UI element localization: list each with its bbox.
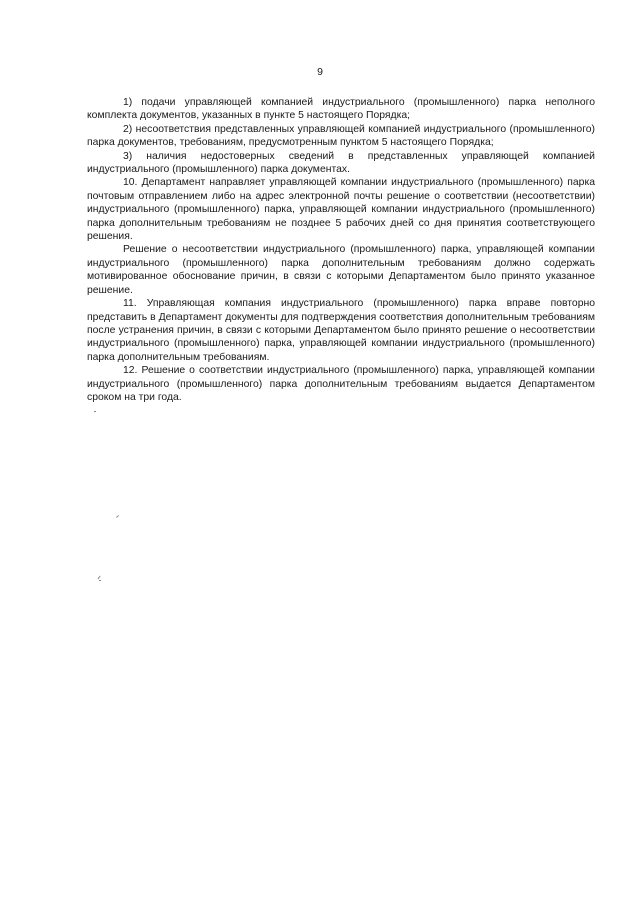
paragraph-refusal-reason-2: 2) несоответствия представленных управляющей компанией индустриального (промышленного) парка документов, требованиям, предусмотренным пунктом 5 настоящего Порядка;: [87, 123, 595, 149]
paragraph-clause-10: 10. Департамент направляет управляющей компании индустриального (промышленного) парка почтовым отправлением либо на адрес электронной почты решение о соответствии (несоответствии) индустриального (промышленного) парка, управляющей компании индустриального (промышленного) парка дополнительным требованиям не позднее 5 рабочих дней со дня принятия соответствующего решения.: [87, 177, 595, 243]
paragraph-clause-12: 12. Решение о соответствии индустриального (промышленного) парка, управляющей компании индустриального (промышленного) парка дополнительным требованиям выдается Департаментом сроком на три года.: [87, 365, 595, 403]
paragraph-refusal-reason-1: 1) подачи управляющей компанией индустриального (промышленного) парка неполного комплекта документов, указанных в пункте 5 настоящего Порядка;: [87, 97, 595, 122]
scan-speck: [94, 411, 96, 412]
document-body: [87, 96, 595, 404]
scan-speck: [97, 576, 100, 580]
paragraph-clause-11: 11. Управляющая компания индустриального (промышленного) парка вправе повторно представить в Департамент документы для подтверждения соответствия дополнительным требованиям после устранения причин, в связи с которыми Департаментом было принято решение о несоответствии индустриального (промышленного) парка, управляющей компании индустриального (промышленного) парка дополнительным требованиям.: [87, 298, 595, 363]
page-number: 9: [317, 66, 323, 78]
scan-speck: [99, 580, 101, 581]
paragraph-refusal-reason-3: 3) наличия недостоверных сведений в представленных управляющей компанией индустриального (промышленного) парка документах.: [87, 150, 595, 176]
scan-speck: [116, 515, 119, 518]
paragraph-clause-10-decision: Решение о несоответствии индустриального (промышленного) парка, управляющей компании индустриального (промышленного) парка дополнительным требованиям должно содержать мотивированное обоснование причин, в связи с которыми Департаментом было принято указанное решение.: [87, 244, 595, 296]
